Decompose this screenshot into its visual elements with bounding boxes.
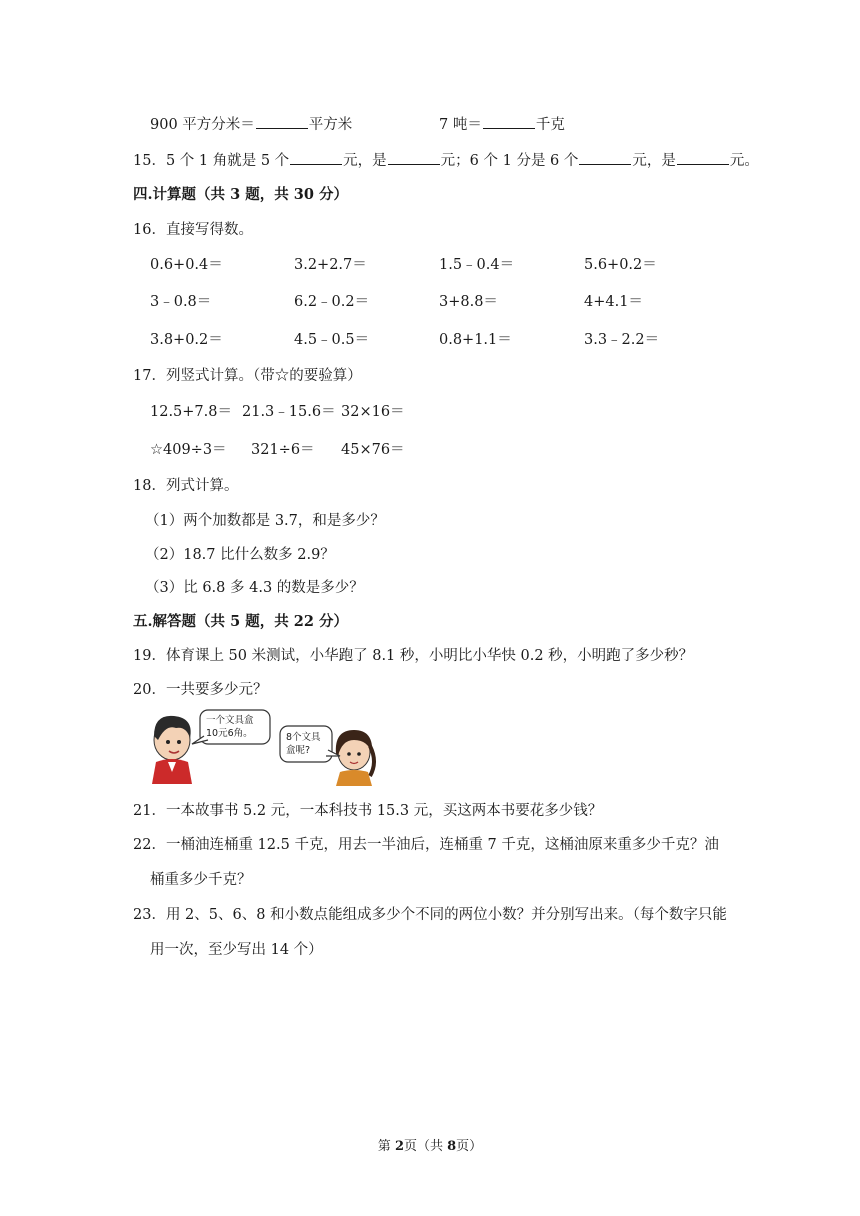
q15-text-1: 15．5 个 1 角就是 5 个 [133, 153, 290, 169]
q15-text-4: 元，是 [632, 153, 676, 169]
q14-right-prefix: 7 吨＝ [439, 117, 482, 133]
q18-item: （3）比 6.8 多 4.3 的数是多少？ [145, 580, 364, 596]
footer-prefix: 第 [377, 1139, 395, 1154]
q16-cell: 0.6+0.4＝ [150, 257, 223, 273]
q16-cell: 3.8+0.2＝ [150, 332, 223, 348]
q16-cell: 3.2+2.7＝ [294, 257, 367, 273]
q17-cell: 21.3﹣15.6＝ [242, 404, 336, 420]
question-16-stem: 16．直接写得数。 [133, 222, 253, 238]
q18-item: （1）两个加数都是 3.7，和是多少？ [145, 513, 385, 529]
question-20-stem: 20．一共要多少元？ [133, 682, 268, 698]
answer-blank[interactable] [256, 114, 308, 129]
question-19: 19．体育课上 50 米测试，小华跑了 8.1 秒，小明比小华快 0.2 秒，小明跑了多少秒？ [133, 648, 694, 664]
question-23-line-1: 23．用 2、5、6、8 和小数点能组成多少个不同的两位小数？并分别写出来。（每个数字只能 [133, 907, 727, 923]
answer-blank[interactable] [290, 150, 342, 165]
q17-cell: 321÷6＝ [251, 442, 315, 458]
q16-cell: 1.5﹣0.4＝ [439, 257, 515, 273]
q14-right-suffix: 千克 [535, 117, 565, 133]
q16-cell: 6.2﹣0.2＝ [294, 294, 370, 310]
footer-middle: 页（共 [403, 1139, 448, 1154]
q14-tail-left [150, 114, 352, 135]
q16-cell: 0.8+1.1＝ [439, 332, 512, 348]
q16-cell: 4+4.1＝ [584, 294, 643, 310]
answer-blank[interactable] [483, 114, 535, 129]
q16-cell: 4.5﹣0.5＝ [294, 332, 370, 348]
q16-cell: 3.3﹣2.2＝ [584, 332, 660, 348]
question-15 [133, 150, 759, 171]
q17-cell: 12.5+7.8＝ [150, 404, 232, 420]
q16-cell: 3+8.8＝ [439, 294, 498, 310]
bubble-1-line-1: 一个文具盒 [206, 715, 254, 726]
q15-text-2: 元，是 [343, 153, 387, 169]
q18-item: （2）18.7 比什么数多 2.9？ [145, 547, 335, 563]
q17-cell: 45×76＝ [341, 442, 405, 458]
q17-cell: 32×16＝ [341, 404, 405, 420]
q15-text-3: 元；6 个 1 分是 6 个 [440, 153, 579, 169]
page-number: 2 [394, 1139, 404, 1154]
question-22-line-2: 桶重多少千克？ [150, 872, 252, 888]
page-footer [0, 1138, 860, 1156]
answer-blank[interactable] [677, 150, 729, 165]
cartoon-kids-icon [148, 706, 378, 786]
bubble-2-line-1: 8个文具 [286, 732, 321, 743]
answer-blank[interactable] [579, 150, 631, 165]
footer-suffix: 页） [456, 1139, 483, 1154]
question-17-stem: 17．列竖式计算。（带☆的要验算） [133, 368, 362, 384]
q16-cell: 5.6+0.2＝ [584, 257, 657, 273]
q17-cell: ☆409÷3＝ [150, 442, 227, 458]
q14-left-prefix: 900 平方分米＝ [150, 117, 255, 133]
answer-blank[interactable] [388, 150, 440, 165]
q14-left-suffix: 平方米 [308, 117, 353, 133]
question-22-line-1: 22．一桶油连桶重 12.5 千克，用去一半油后，连桶重 7 千克，这桶油原来重多少千克？油 [133, 837, 719, 853]
question-23-line-2: 用一次，至少写出 14 个） [150, 942, 323, 958]
question-18-stem: 18．列式计算。 [133, 478, 239, 494]
q15-text-5: 元。 [729, 153, 759, 169]
section-5-title: 五.解答题（共 5 题，共 22 分） [133, 613, 349, 630]
section-4-title: 四.计算题（共 3 题，共 30 分） [133, 186, 349, 203]
bubble-2-line-2: 盒呢? [286, 745, 311, 756]
total-pages: 8 [447, 1139, 457, 1154]
bubble-1-line-2: 10元6角。 [206, 728, 253, 739]
q20-illustration [148, 706, 378, 786]
bubble-2-text [286, 731, 321, 757]
q14-tail-right [439, 114, 565, 135]
question-21: 21．一本故事书 5.2 元，一本科技书 15.3 元，买这两本书要花多少钱？ [133, 803, 603, 819]
q16-cell: 3﹣0.8＝ [150, 294, 212, 310]
bubble-1-text [206, 714, 254, 740]
